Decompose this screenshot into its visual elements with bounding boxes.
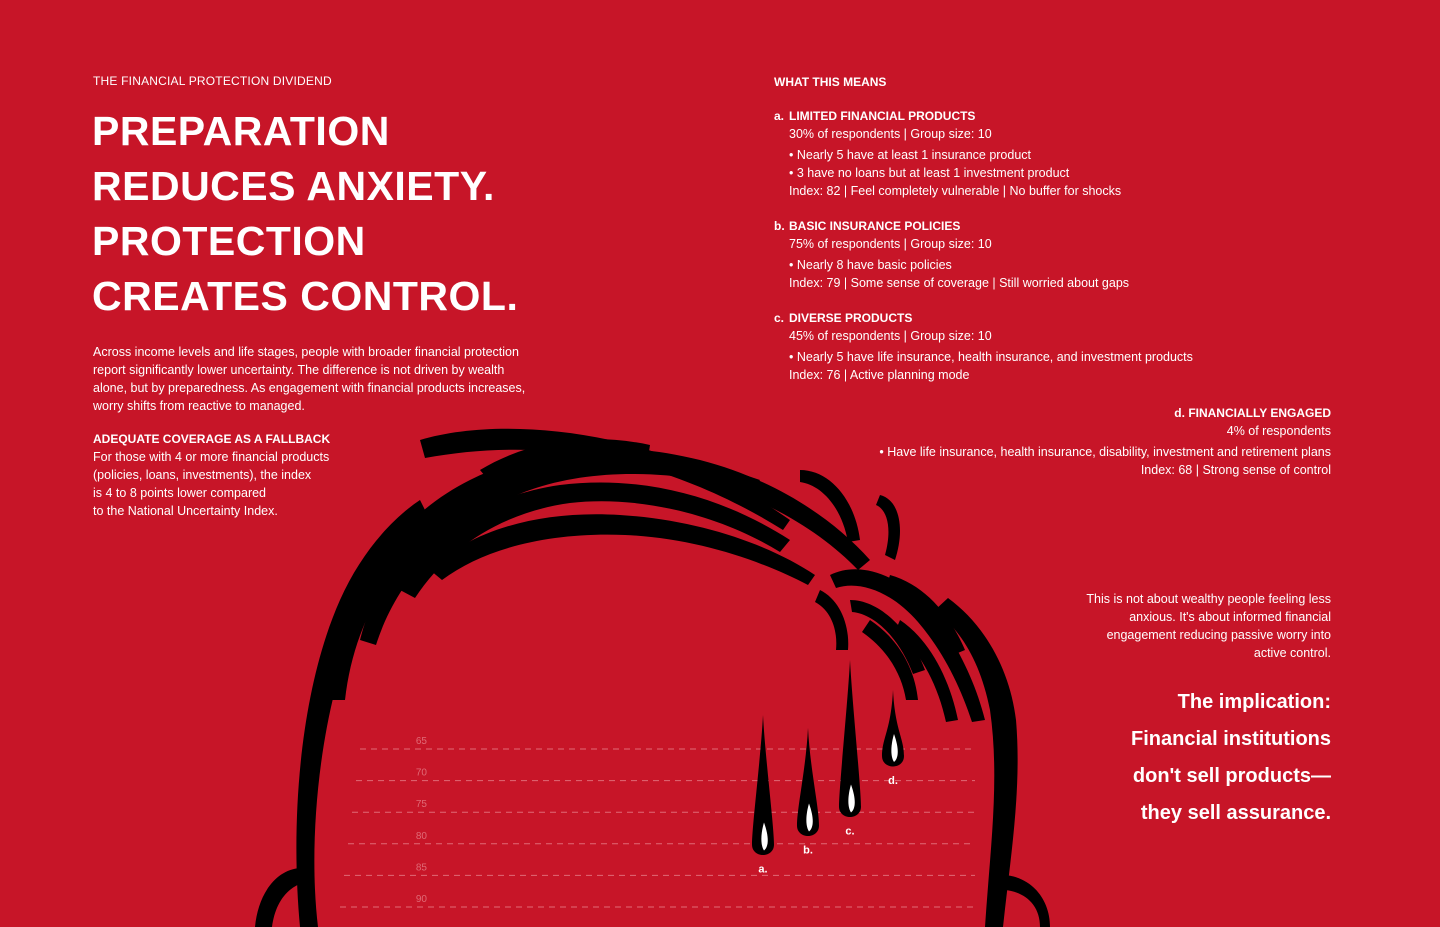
segment-body: [774, 327, 1234, 384]
segment-letter: d.: [1174, 406, 1185, 420]
segment-body: [774, 235, 1234, 292]
tick-label: 80: [415, 830, 427, 842]
segment-header: [811, 404, 1331, 422]
segment-a: [774, 107, 1234, 200]
segment-title: BASIC INSURANCE POLICIES: [789, 219, 961, 233]
segment-header: [774, 217, 1234, 235]
index-scale: [340, 736, 975, 907]
segment-bullet: • Nearly 5 have life insurance, health insurance, and investment products: [789, 350, 1193, 364]
headline: [92, 104, 632, 324]
right-ear: [1003, 875, 1050, 927]
headline-line: REDUCES ANXIETY.: [92, 163, 495, 209]
implication: [1011, 684, 1331, 832]
intro-paragraph: Across income levels and life stages, people with broader financial protection report significantly lower uncertainty. The difference is not driven by wealth alone, but by preparedness. As engagement with financial products increases, worry shifts from reactive to managed.: [93, 345, 526, 413]
headline-line: CREATES CONTROL.: [92, 273, 519, 319]
headline-line: PREPARATION: [92, 108, 390, 154]
segment-index: Index: 82 | Feel completely vulnerable | No buffer for shocks: [789, 184, 1122, 198]
drop-label: a.: [758, 863, 768, 876]
segment-stats: 30% of respondents | Group size: 10: [789, 127, 992, 141]
segment-stats: 4% of respondents: [1226, 424, 1331, 438]
segment-title: LIMITED FINANCIAL PRODUCTS: [789, 109, 976, 123]
what-this-means: [774, 73, 1234, 401]
segment-title: DIVERSE PRODUCTS: [789, 311, 913, 325]
segment-bullet: • 3 have no loans but at least 1 investment product: [789, 166, 1070, 180]
coverage-line: For those with 4 or more financial products: [93, 450, 330, 464]
implication-line: they sell assurance.: [1140, 802, 1331, 824]
segment-stats: 45% of respondents | Group size: 10: [789, 329, 992, 343]
implication-line: don't sell products—: [1132, 765, 1331, 787]
implication-line: Financial institutions: [1130, 728, 1331, 750]
coverage-line: is 4 to 8 points lower compared: [93, 486, 267, 500]
segment-letter: b.: [774, 219, 785, 233]
coverage-title: ADEQUATE COVERAGE AS A FALLBACK: [93, 432, 331, 446]
tick-label: 90: [415, 894, 427, 905]
segment-stats: 75% of respondents | Group size: 10: [789, 237, 992, 251]
segment-bullet: • Have life insurance, health insurance, disability, investment and retirement plans: [879, 445, 1331, 459]
drop-label: b.: [803, 844, 813, 857]
left-ear: [255, 868, 305, 927]
segment-body: [774, 125, 1234, 200]
segment-bullet: • Nearly 5 have at least 1 insurance product: [789, 148, 1032, 162]
segment-header: [774, 107, 1234, 125]
tick-label: 70: [415, 767, 427, 779]
tick-label: 75: [415, 799, 427, 811]
segment-c: [774, 309, 1234, 384]
segment-header: [774, 309, 1234, 327]
coverage-note: [93, 430, 353, 520]
coverage-line: to the National Uncertainty Index.: [93, 504, 278, 518]
segment-d: [811, 404, 1331, 479]
coverage-line: (policies, loans, investments), the index: [93, 468, 312, 482]
implication-line: The implication:: [1177, 691, 1331, 713]
segment-title: FINANCIALLY ENGAGED: [1188, 406, 1331, 420]
segment-letter: c.: [774, 311, 785, 325]
sweat-drops: [752, 660, 904, 875]
segment-letter: a.: [774, 109, 785, 123]
segment-index: Index: 79 | Some sense of coverage | Still worried about gaps: [789, 276, 1130, 290]
segment-bullet: • Nearly 8 have basic policies: [789, 258, 952, 272]
drop-label: d.: [888, 774, 898, 787]
tick-label: 85: [415, 862, 427, 874]
headline-line: PROTECTION: [92, 218, 366, 264]
segment-index: Index: 76 | Active planning mode: [789, 368, 970, 382]
segment-index: Index: 68 | Strong sense of control: [1140, 463, 1331, 477]
segment-b: [774, 217, 1234, 292]
drop-label: c.: [845, 825, 855, 838]
kicker: THE FINANCIAL PROTECTION DIVIDEND: [93, 74, 332, 88]
closing-note: This is not about wealthy people feeling less anxious. It's about informed financial engagement reducing passive worry into active control.: [1086, 592, 1331, 660]
tick-label: 65: [415, 736, 427, 747]
section-title: WHAT THIS MEANS: [774, 75, 887, 89]
